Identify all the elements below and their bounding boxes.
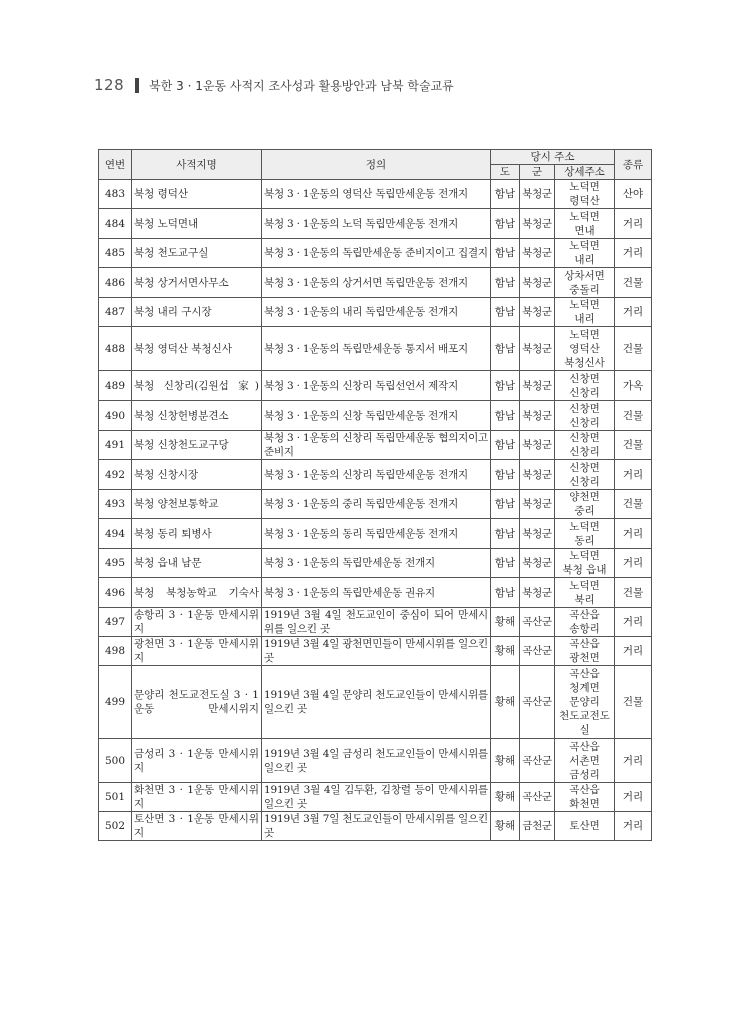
cell-definition: 북청 3 · 1운동의 독립만세운동 통지서 배포지 [262, 327, 491, 371]
cell-definition: 북청 3 · 1운동의 신창리 독립선언서 제작지 [262, 371, 491, 401]
cell-no: 492 [99, 460, 132, 490]
cell-no: 489 [99, 371, 132, 401]
cell-detail: 곡산읍 화천면 [555, 783, 615, 812]
cell-definition: 1919년 3월 7일 천도교인들이 만세시위를 일으킨 곳 [262, 812, 491, 841]
cell-do: 함남 [491, 490, 520, 519]
cell-detail: 신창면 신창리 [555, 431, 615, 460]
cell-type: 건물 [615, 666, 652, 739]
cell-do: 함남 [491, 327, 520, 371]
cell-name: 북청 동리 퇴병사 [132, 519, 262, 549]
cell-gun: 북청군 [520, 268, 555, 298]
cell-definition: 북청 3 · 1운동의 신창리 독립만세운동 전개지 [262, 460, 491, 490]
cell-type: 건물 [615, 401, 652, 431]
cell-type: 거리 [615, 549, 652, 578]
cell-do: 황해 [491, 812, 520, 841]
cell-gun: 북청군 [520, 549, 555, 578]
cell-name: 북청 천도교구실 [132, 239, 262, 268]
cell-gun: 북청군 [520, 327, 555, 371]
cell-do: 함남 [491, 460, 520, 490]
cell-do: 함남 [491, 519, 520, 549]
table-row [99, 460, 652, 490]
cell-type: 거리 [615, 739, 652, 783]
cell-detail: 노덕면 영덕산 북청신사 [555, 327, 615, 371]
col-header-gun: 군 [520, 165, 555, 180]
cell-detail: 노덕면 령덕산 [555, 180, 615, 209]
cell-name: 북청 내리 구시장 [132, 298, 262, 327]
cell-do: 함남 [491, 209, 520, 239]
cell-no: 487 [99, 298, 132, 327]
cell-definition: 1919년 3월 4일 김두환, 김창렬 등이 만세시위를 일으킨 곳 [262, 783, 491, 812]
cell-name: 북청 신창시장 [132, 460, 262, 490]
cell-gun: 곡산군 [520, 637, 555, 666]
table-row [99, 327, 652, 371]
col-header-detail: 상세주소 [555, 165, 615, 180]
cell-no: 484 [99, 209, 132, 239]
cell-do: 함남 [491, 578, 520, 608]
cell-type: 건물 [615, 327, 652, 371]
cell-detail: 곡산읍 서촌면 금성리 [555, 739, 615, 783]
cell-gun: 북청군 [520, 578, 555, 608]
cell-type: 거리 [615, 239, 652, 268]
table-row [99, 490, 652, 519]
cell-do: 함남 [491, 268, 520, 298]
cell-detail: 곡산읍 청계면 문양리 천도교전도 실 [555, 666, 615, 739]
table-row [99, 549, 652, 578]
cell-do: 황해 [491, 783, 520, 812]
cell-name: 북청 령덕산 [132, 180, 262, 209]
col-header-no: 연번 [99, 150, 132, 180]
cell-gun: 북청군 [520, 401, 555, 431]
cell-detail: 상차서면 중돌리 [555, 268, 615, 298]
cell-no: 502 [99, 812, 132, 841]
cell-definition: 북청 3 · 1운동의 노덕 독립만세운동 전개지 [262, 209, 491, 239]
cell-gun: 북청군 [520, 460, 555, 490]
cell-definition: 1919년 3월 4일 문양리 천도교인들이 만세시위를 일으킨 곳 [262, 666, 491, 739]
cell-do: 함남 [491, 180, 520, 209]
page-number: 128 [94, 76, 125, 94]
cell-name: 광천면 3 · 1운동 만세시위지 [132, 637, 262, 666]
cell-do: 함남 [491, 401, 520, 431]
cell-gun: 북청군 [520, 519, 555, 549]
table-row [99, 209, 652, 239]
table-row [99, 371, 652, 401]
cell-do: 함남 [491, 371, 520, 401]
cell-definition: 1919년 3월 4일 광천면민들이 만세시위를 일으킨 곳 [262, 637, 491, 666]
cell-type: 건물 [615, 578, 652, 608]
cell-name: 금성리 3 · 1운동 만세시위지 [132, 739, 262, 783]
cell-detail: 신창면 신창리 [555, 371, 615, 401]
cell-name: 북청 영덕산 북청신사 [132, 327, 262, 371]
table-header [99, 150, 652, 180]
cell-detail: 곡산읍 송항리 [555, 608, 615, 637]
cell-gun: 북청군 [520, 209, 555, 239]
cell-type: 거리 [615, 519, 652, 549]
cell-type: 거리 [615, 812, 652, 841]
cell-detail: 노덕면 면내 [555, 209, 615, 239]
cell-name: 북청 양천보통학교 [132, 490, 262, 519]
cell-detail: 노덕면 내리 [555, 239, 615, 268]
cell-type: 거리 [615, 298, 652, 327]
cell-name: 화천면 3 · 1운동 만세시위지 [132, 783, 262, 812]
cell-no: 499 [99, 666, 132, 739]
col-header-type: 종류 [615, 150, 652, 180]
cell-definition: 북청 3 · 1운동의 신창리 독립만세운동 협의지이고 준비지 [262, 431, 491, 460]
cell-definition: 북청 3 · 1운동의 상거서면 독립만운동 전개지 [262, 268, 491, 298]
cell-name: 북청 북청농학교 기숙사 [132, 578, 262, 608]
table-row [99, 239, 652, 268]
cell-detail: 노덕면 동리 [555, 519, 615, 549]
cell-definition: 북청 3 · 1운동의 신창 독립만세운동 전개지 [262, 401, 491, 431]
cell-definition: 북청 3 · 1운동의 독립만세운동 준비지이고 집결지 [262, 239, 491, 268]
cell-name: 북청 신창리(김원섭 家) [132, 371, 262, 401]
cell-detail: 곡산읍 광천면 [555, 637, 615, 666]
running-head [94, 74, 454, 96]
cell-do: 황해 [491, 637, 520, 666]
cell-detail: 신창면 신창리 [555, 401, 615, 431]
header-divider-bar [135, 78, 139, 93]
col-header-definition: 정의 [262, 150, 491, 180]
cell-gun: 북청군 [520, 239, 555, 268]
cell-name: 북청 노덕면내 [132, 209, 262, 239]
table-row [99, 519, 652, 549]
cell-no: 495 [99, 549, 132, 578]
cell-type: 거리 [615, 637, 652, 666]
cell-gun: 북청군 [520, 431, 555, 460]
col-header-address: 당시 주소 [491, 150, 615, 165]
cell-do: 함남 [491, 431, 520, 460]
table-row [99, 666, 652, 739]
cell-gun: 북청군 [520, 298, 555, 327]
cell-type: 가옥 [615, 371, 652, 401]
cell-no: 500 [99, 739, 132, 783]
cell-definition: 북청 3 · 1운동의 영덕산 독립만세운동 전개지 [262, 180, 491, 209]
cell-type: 거리 [615, 608, 652, 637]
cell-detail: 토산면 [555, 812, 615, 841]
col-header-name: 사적지명 [132, 150, 262, 180]
cell-no: 501 [99, 783, 132, 812]
cell-gun: 금천군 [520, 812, 555, 841]
cell-do: 황해 [491, 608, 520, 637]
cell-no: 486 [99, 268, 132, 298]
cell-name: 송항리 3 · 1운동 만세시위지 [132, 608, 262, 637]
cell-definition: 1919년 3월 4일 천도교인이 중심이 되어 만세시위를 일으킨 곳 [262, 608, 491, 637]
table-row [99, 268, 652, 298]
cell-no: 483 [99, 180, 132, 209]
cell-no: 496 [99, 578, 132, 608]
cell-definition: 북청 3 · 1운동의 동리 독립만세운동 전개지 [262, 519, 491, 549]
cell-type: 건물 [615, 431, 652, 460]
cell-type: 거리 [615, 783, 652, 812]
cell-do: 함남 [491, 239, 520, 268]
table-row [99, 812, 652, 841]
cell-name: 북청 읍내 남문 [132, 549, 262, 578]
cell-type: 산야 [615, 180, 652, 209]
table-row [99, 401, 652, 431]
table-row [99, 578, 652, 608]
cell-definition: 북청 3 · 1운동의 독립만세운동 권유지 [262, 578, 491, 608]
cell-definition: 1919년 3월 4일 금성리 천도교인들이 만세시위를 일으킨 곳 [262, 739, 491, 783]
col-header-do: 도 [491, 165, 520, 180]
cell-type: 거리 [615, 209, 652, 239]
cell-definition: 북청 3 · 1운동의 중리 독립만세운동 전개지 [262, 490, 491, 519]
cell-no: 490 [99, 401, 132, 431]
cell-name: 토산면 3 · 1운동 만세시위지 [132, 812, 262, 841]
cell-detail: 신창면 신창리 [555, 460, 615, 490]
cell-detail: 노덕면 북청 읍내 [555, 549, 615, 578]
cell-no: 493 [99, 490, 132, 519]
cell-no: 494 [99, 519, 132, 549]
historic-sites-table [98, 149, 652, 841]
cell-gun: 곡산군 [520, 739, 555, 783]
cell-type: 건물 [615, 490, 652, 519]
cell-gun: 곡산군 [520, 666, 555, 739]
cell-no: 498 [99, 637, 132, 666]
cell-type: 거리 [615, 460, 652, 490]
cell-detail: 양천면 중리 [555, 490, 615, 519]
cell-detail: 노덕면 내리 [555, 298, 615, 327]
table-row [99, 180, 652, 209]
cell-do: 황해 [491, 739, 520, 783]
table-row [99, 783, 652, 812]
cell-gun: 곡산군 [520, 608, 555, 637]
cell-gun: 북청군 [520, 490, 555, 519]
cell-gun: 북청군 [520, 371, 555, 401]
cell-name: 북청 신창헌병분견소 [132, 401, 262, 431]
cell-name: 문양리 천도교전도실 3 · 1운동 만세시위지 [132, 666, 262, 739]
cell-do: 황해 [491, 666, 520, 739]
cell-no: 488 [99, 327, 132, 371]
table-body [99, 180, 652, 841]
cell-name: 북청 신창천도교구당 [132, 431, 262, 460]
cell-gun: 곡산군 [520, 783, 555, 812]
cell-gun: 북청군 [520, 180, 555, 209]
cell-name: 북청 상거서면사무소 [132, 268, 262, 298]
table-row [99, 608, 652, 637]
cell-detail: 노덕면 북리 [555, 578, 615, 608]
cell-definition: 북청 3 · 1운동의 내리 독립만세운동 전개지 [262, 298, 491, 327]
table-row [99, 298, 652, 327]
cell-do: 함남 [491, 549, 520, 578]
cell-do: 함남 [491, 298, 520, 327]
cell-no: 491 [99, 431, 132, 460]
cell-no: 485 [99, 239, 132, 268]
cell-no: 497 [99, 608, 132, 637]
running-head-title: 북한 3 · 1운동 사적지 조사성과 활용방안과 남북 학술교류 [149, 78, 454, 93]
table-row [99, 637, 652, 666]
cell-definition: 북청 3 · 1운동의 독립만세운동 전개지 [262, 549, 491, 578]
table-row [99, 431, 652, 460]
cell-type: 건물 [615, 268, 652, 298]
table-row [99, 739, 652, 783]
